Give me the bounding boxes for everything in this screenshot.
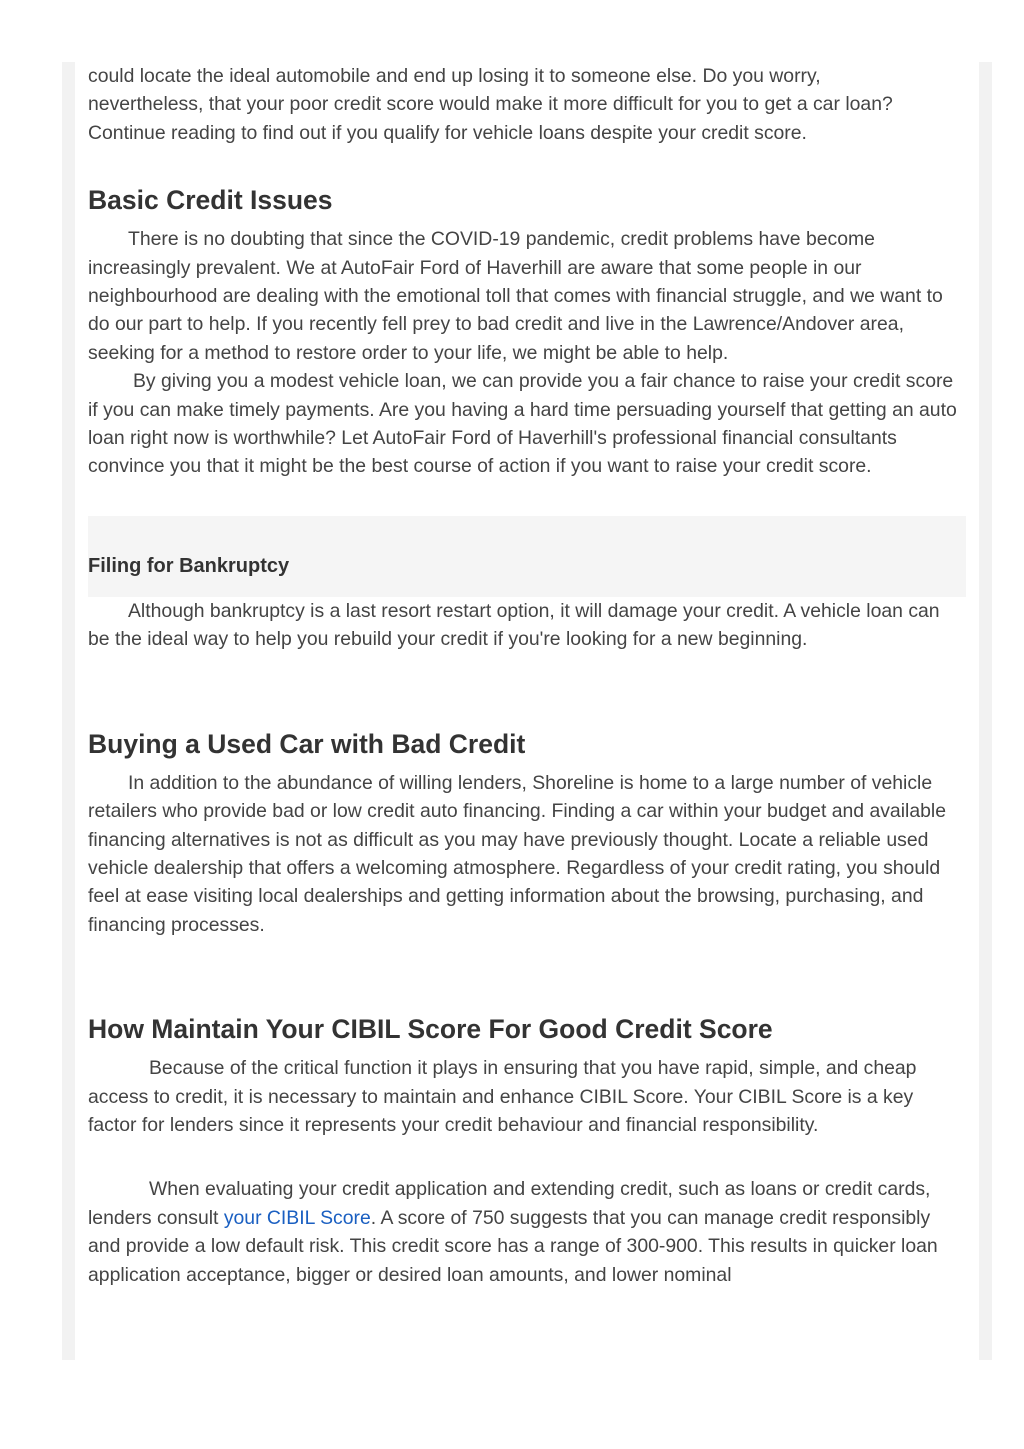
cibil-text-2b: . A score of 750 suggests that you can manage credit responsibly and provide a low default risk. This credit score has a range of 300-900. This results in quicker loan application acceptance, bigger or desired loan amounts, and lower nominal <box>88 1206 938 1286</box>
cibil-score-link[interactable]: your CIBIL Score <box>223 1206 371 1229</box>
cibil-paragraph-2 <box>88 1175 966 1289</box>
cibil-heading: How Maintain Your CIBIL Score For Good Credit Score <box>88 1014 773 1045</box>
used-car-paragraph <box>88 769 966 939</box>
bankruptcy-heading: Filing for Bankruptcy <box>88 554 290 577</box>
basic-credit-text-2: By giving you a modest vehicle loan, we can provide you a fair chance to raise your credit score if you can make timely payments. Are you having a hard time persuading yourself that getting an auto loan right now is worthwhile? Let AutoFair Ford of Haverhill's professional financial consultants convince you that it might be the best course of action if you want to raise your credit score. <box>88 370 957 478</box>
basic-credit-paragraph-2 <box>88 367 966 481</box>
basic-credit-text: There is no doubting that since the COVID-19 pandemic, credit problems have become increasingly prevalent. We at AutoFair Ford of Haverhill are aware that some people in our neighbourhood are dealing with the emotional toll that comes with financial struggle, and we want to do our part to help. If you recently fell prey to bad credit and live in the Lawrence/Andover area, seeking for a method to restore order to your life, we might be able to help. <box>88 228 943 364</box>
article-content <box>75 62 979 1360</box>
used-car-text: In addition to the abundance of willing lenders, Shoreline is home to a large number of vehicle retailers who provide bad or low credit auto financing. Finding a car within your budget and available financing alternatives is not as difficult as you may have previously thought. Locate a reliable used vehicle dealership that offers a welcoming atmosphere. Regardless of your credit rating, you should feel at ease visiting local dealerships and getting information about the browsing, purchasing, and financing processes. <box>88 771 946 936</box>
bankruptcy-text: Although bankruptcy is a last resort restart option, it will damage your credit. A vehicle loan can be the ideal way to help you rebuild your credit if you're looking for a new beginning. <box>88 599 940 651</box>
bankruptcy-band <box>88 516 966 597</box>
article-inner <box>88 62 966 1289</box>
intro-line: nevertheless, that your poor credit score would make it more difficult for you to get a car loan? <box>88 93 893 116</box>
intro-section <box>88 62 966 147</box>
cibil-paragraph <box>88 1054 966 1139</box>
used-car-heading: Buying a Used Car with Bad Credit <box>88 728 526 759</box>
bankruptcy-paragraph <box>88 597 966 654</box>
basic-credit-paragraph <box>88 225 966 367</box>
cibil-text-2a: When evaluating your credit application and extending credit, such as loans or credit cards, lenders consult <box>88 1178 931 1229</box>
intro-line: could locate the ideal automobile and end up losing it to someone else. Do you worry, <box>88 65 821 87</box>
cibil-text: Because of the critical function it plays in ensuring that you have rapid, simple, and cheap access to credit, it is necessary to maintain and enhance CIBIL Score. Your CIBIL Score is a key factor for lenders since it represents your credit behaviour and financial responsibility. <box>88 1057 917 1136</box>
basic-credit-heading: Basic Credit Issues <box>88 185 333 216</box>
intro-line: Continue reading to find out if you qualify for vehicle loans despite your credit score. <box>88 121 807 144</box>
